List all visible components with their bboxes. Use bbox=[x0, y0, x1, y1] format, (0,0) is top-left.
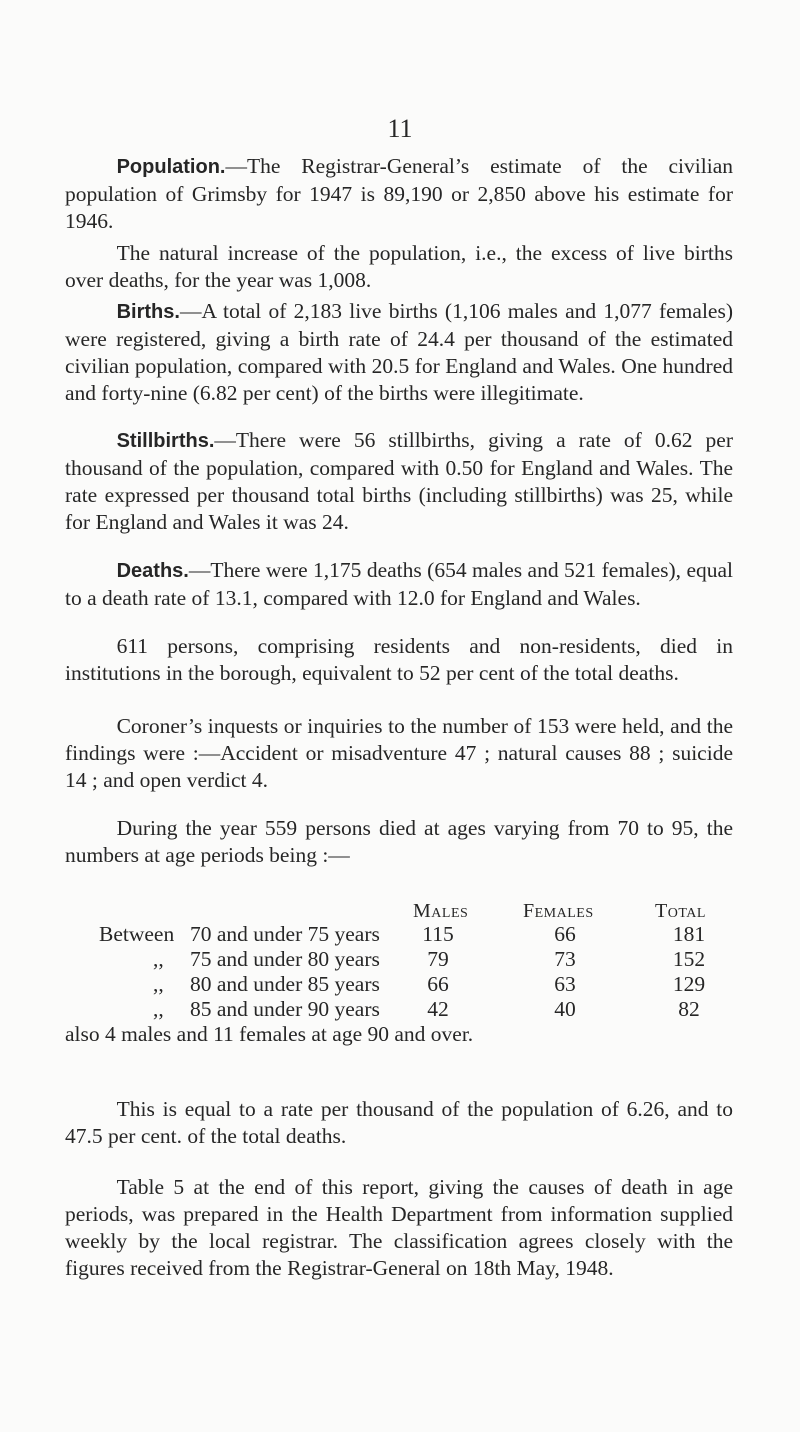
age-table-footnote: also 4 males and 11 females at age 90 and over. bbox=[65, 1022, 474, 1046]
row-prefix: ,, bbox=[153, 997, 164, 1021]
population-paragraph bbox=[65, 153, 733, 235]
births-heading: Births. bbox=[116, 301, 180, 323]
total-value: 181 bbox=[672, 922, 706, 946]
total-value: 129 bbox=[672, 972, 706, 996]
age-table-row bbox=[65, 997, 733, 1022]
age-period: 80 and under 85 years bbox=[190, 972, 380, 996]
females-value: 40 bbox=[554, 997, 576, 1021]
row-prefix: ,, bbox=[153, 947, 164, 971]
deaths-text: —There were 1,175 deaths (654 males and 521 females), equal to a death rate of 13.1, compared with 12.0 for England and Wales. bbox=[65, 558, 733, 610]
natural-increase-paragraph: The natural increase of the population, i.e., the excess of live births over deaths, for the year was 1,008. bbox=[65, 241, 733, 292]
males-value: 66 bbox=[427, 972, 449, 996]
page-number: 11 bbox=[387, 114, 413, 143]
stillbirths-heading: Stillbirths. bbox=[116, 430, 215, 452]
births-text: —A total of 2,183 live births (1,106 males and 1,077 females) were registered, giving a birth rate of 24.4 per thousand of the estimated civilian population, compared with 20.5 for England and Wales. One hundred and forty-nine (6.82 per cent) of the births were illegitimate. bbox=[65, 299, 733, 405]
age-table-row bbox=[65, 922, 733, 947]
stillbirths-text: —There were 56 stillbirths, giving a rate of 0.62 per thousand of the population, compared with 0.50 for England and Wales. The rate expressed per thousand total births (including stillbirths) was 25, while for England and Wales it was 24. bbox=[65, 428, 733, 534]
females-value: 73 bbox=[554, 947, 576, 971]
rate-statement-paragraph: This is equal to a rate per thousand of the population of 6.26, and to 47.5 per cent. of the total deaths. bbox=[65, 1097, 733, 1148]
age-intro-paragraph: During the year 559 persons died at ages varying from 70 to 95, the numbers at age periods being :— bbox=[65, 816, 733, 867]
births-paragraph bbox=[65, 298, 733, 407]
females-value: 66 bbox=[554, 922, 576, 946]
age-period: 75 and under 80 years bbox=[190, 947, 380, 971]
age-period: 70 and under 75 years bbox=[190, 922, 380, 946]
deaths-heading: Deaths. bbox=[116, 560, 189, 582]
deaths-paragraph bbox=[65, 557, 733, 612]
inquests-paragraph: Coroner’s inquests or inquiries to the number of 153 were held, and the findings were :—Accident or misadventure 47 ; natural causes 88 ; suicide 14 ; and open verdict 4. bbox=[65, 714, 733, 792]
total-value: 152 bbox=[672, 947, 706, 971]
age-period: 85 and under 90 years bbox=[190, 997, 380, 1021]
males-column-header: Males bbox=[413, 900, 469, 922]
stillbirths-paragraph bbox=[65, 427, 733, 536]
males-value: 79 bbox=[427, 947, 449, 971]
age-table-row bbox=[65, 947, 733, 972]
males-value: 115 bbox=[422, 922, 454, 946]
population-text: —The Registrar-General’s estimate of the civilian population of Grimsby for 1947 is 89,190 or 2,850 above his estimate for 1946. bbox=[65, 154, 733, 233]
population-heading: Population. bbox=[116, 156, 226, 178]
total-column-header: Total bbox=[655, 900, 706, 922]
institutions-paragraph: 611 persons, comprising residents and non-residents, died in institutions in the borough, equivalent to 52 per cent of the total deaths. bbox=[65, 634, 733, 685]
females-value: 63 bbox=[554, 972, 576, 996]
age-table-header bbox=[65, 900, 733, 922]
age-table bbox=[65, 900, 733, 1046]
females-column-header: Females bbox=[523, 900, 594, 922]
row-prefix: Between bbox=[99, 922, 175, 946]
table5-note-paragraph: Table 5 at the end of this report, giving the causes of death in age periods, was prepared in the Health Department from information supplied weekly by the local registrar. The classification agrees closely with the figures received from the Registrar-General on 18th May, 1948. bbox=[65, 1175, 733, 1280]
row-prefix: ,, bbox=[153, 972, 164, 996]
age-table-row bbox=[65, 972, 733, 997]
total-value: 82 bbox=[678, 997, 700, 1021]
males-value: 42 bbox=[427, 997, 449, 1021]
